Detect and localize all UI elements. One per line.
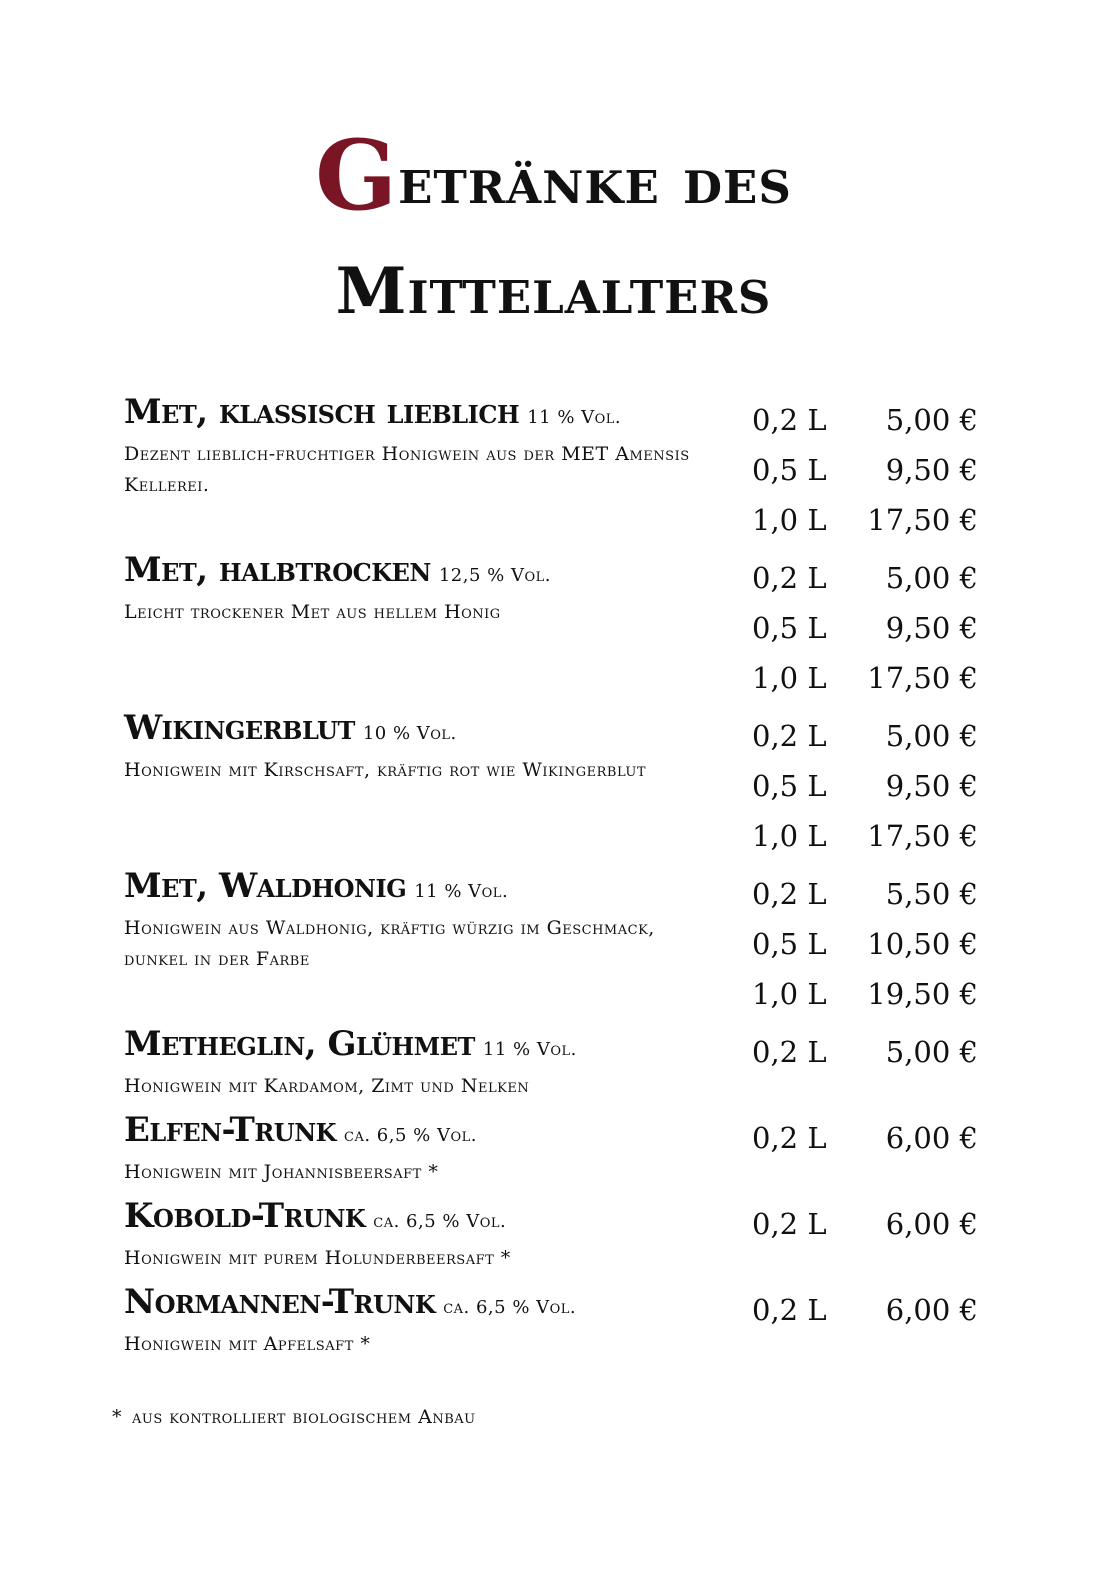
price-row bbox=[752, 1121, 978, 1171]
price-volume: 0,2 L bbox=[752, 1207, 827, 1241]
price-amount: 5,00 € bbox=[885, 403, 978, 437]
item-info bbox=[124, 1110, 724, 1188]
price-amount: 6,00 € bbox=[885, 1121, 978, 1155]
price-row bbox=[752, 719, 978, 769]
item-name-line bbox=[124, 1024, 724, 1064]
item-abv: ca. 6,5 % Vol. bbox=[373, 1211, 507, 1232]
price-amount: 6,00 € bbox=[885, 1207, 978, 1241]
price-row bbox=[752, 927, 978, 977]
item-info bbox=[124, 1282, 724, 1360]
item-abv: 11 % Vol. bbox=[414, 881, 509, 902]
price-row bbox=[752, 1035, 978, 1085]
price-amount: 10,50 € bbox=[867, 927, 978, 961]
price-volume: 0,2 L bbox=[752, 561, 827, 595]
price-row bbox=[752, 503, 978, 553]
item-info bbox=[124, 392, 724, 501]
item-description: Honigwein mit Kardamom, Zimt und Nelken bbox=[124, 1075, 530, 1097]
price-row bbox=[752, 977, 978, 1027]
item-abv: 12,5 % Vol. bbox=[438, 565, 551, 586]
item-name-line bbox=[124, 708, 724, 748]
item-description: Dezent lieblich-fruchtiger Honigwein aus der MET Amensis Kellerei. bbox=[124, 443, 690, 496]
price-amount: 5,00 € bbox=[885, 561, 978, 595]
price-row bbox=[752, 769, 978, 819]
item-name: Normannen-Trunk bbox=[124, 1282, 436, 1322]
price-row bbox=[752, 561, 978, 611]
price-volume: 1,0 L bbox=[752, 819, 827, 853]
menu-title-line-2: Mittelalters bbox=[335, 254, 772, 329]
item-abv: ca. 6,5 % Vol. bbox=[443, 1297, 577, 1318]
item-abv: ca. 6,5 % Vol. bbox=[344, 1125, 477, 1146]
price-volume: 0,2 L bbox=[752, 1293, 827, 1327]
menu-title-line-1 bbox=[0, 119, 1107, 232]
item-prices bbox=[752, 877, 978, 1027]
price-volume: 0,5 L bbox=[752, 453, 827, 487]
price-row bbox=[752, 453, 978, 503]
price-amount: 5,50 € bbox=[885, 877, 978, 911]
price-row bbox=[752, 1293, 978, 1343]
item-description: Honigwein aus Waldhonig, kräftig würzig im Geschmack, dunkel in der Farbe bbox=[124, 917, 655, 970]
price-volume: 0,2 L bbox=[752, 403, 827, 437]
item-info bbox=[124, 550, 724, 628]
price-volume: 0,5 L bbox=[752, 611, 827, 645]
item-description: Honigwein mit Kirschsaft, kräftig rot wie Wikingerblut bbox=[124, 759, 647, 781]
price-row bbox=[752, 1207, 978, 1257]
item-prices bbox=[752, 403, 978, 553]
price-amount: 17,50 € bbox=[867, 661, 978, 695]
item-prices bbox=[752, 1035, 978, 1085]
item-prices bbox=[752, 719, 978, 869]
item-prices bbox=[752, 561, 978, 711]
price-row bbox=[752, 661, 978, 711]
menu-title bbox=[0, 119, 1107, 329]
price-amount: 9,50 € bbox=[885, 453, 978, 487]
item-name: Elfen-Trunk bbox=[124, 1110, 337, 1150]
price-amount: 5,00 € bbox=[885, 1035, 978, 1069]
item-abv: 11 % Vol. bbox=[482, 1039, 577, 1060]
price-volume: 0,2 L bbox=[752, 719, 827, 753]
item-name-line bbox=[124, 866, 724, 906]
item-description: Honigwein mit Johannisbeersaft * bbox=[124, 1161, 439, 1183]
item-name: Met, klassisch lieblich bbox=[124, 392, 520, 432]
price-amount: 17,50 € bbox=[867, 819, 978, 853]
item-prices bbox=[752, 1207, 978, 1257]
item-info bbox=[124, 1024, 724, 1102]
item-info bbox=[124, 1196, 724, 1274]
item-abv: 10 % Vol. bbox=[362, 723, 457, 744]
item-info bbox=[124, 866, 724, 975]
price-amount: 6,00 € bbox=[885, 1293, 978, 1327]
price-row bbox=[752, 403, 978, 453]
price-amount: 17,50 € bbox=[867, 503, 978, 537]
item-prices bbox=[752, 1121, 978, 1171]
item-abv: 11 % Vol. bbox=[527, 407, 622, 428]
price-row bbox=[752, 877, 978, 927]
item-prices bbox=[752, 1293, 978, 1343]
item-description: Leicht trockener Met aus hellem Honig bbox=[124, 601, 501, 623]
price-amount: 5,00 € bbox=[885, 719, 978, 753]
footnote bbox=[112, 1406, 476, 1428]
item-name: Kobold-Trunk bbox=[124, 1196, 366, 1236]
title-initial: G bbox=[315, 119, 399, 232]
price-volume: 0,2 L bbox=[752, 1035, 827, 1069]
item-name: Metheglin, Glühmet bbox=[124, 1024, 475, 1064]
item-name-line bbox=[124, 1110, 724, 1150]
price-volume: 1,0 L bbox=[752, 503, 827, 537]
item-name: Met, Waldhonig bbox=[124, 866, 407, 906]
item-name: Met, halbtrocken bbox=[124, 550, 431, 590]
item-name-line bbox=[124, 1282, 724, 1322]
price-amount: 9,50 € bbox=[885, 769, 978, 803]
item-info bbox=[124, 708, 724, 786]
price-amount: 9,50 € bbox=[885, 611, 978, 645]
price-volume: 1,0 L bbox=[752, 661, 827, 695]
item-name-line bbox=[124, 1196, 724, 1236]
item-name-line bbox=[124, 550, 724, 590]
price-row bbox=[752, 819, 978, 869]
price-volume: 0,2 L bbox=[752, 877, 827, 911]
price-volume: 0,2 L bbox=[752, 1121, 827, 1155]
price-volume: 0,5 L bbox=[752, 769, 827, 803]
price-volume: 0,5 L bbox=[752, 927, 827, 961]
item-description: Honigwein mit Apfelsaft * bbox=[124, 1333, 371, 1355]
title-line-1-rest: etränke des bbox=[398, 144, 792, 219]
item-name: Wikingerblut bbox=[124, 708, 355, 748]
item-description: Honigwein mit purem Holunderbeersaft * bbox=[124, 1247, 511, 1269]
price-volume: 1,0 L bbox=[752, 977, 827, 1011]
price-amount: 19,50 € bbox=[867, 977, 978, 1011]
price-row bbox=[752, 611, 978, 661]
item-name-line bbox=[124, 392, 724, 432]
footnote-text: aus kontrolliert biologischem Anbau bbox=[132, 1406, 476, 1428]
footnote-marker: * bbox=[112, 1406, 122, 1428]
